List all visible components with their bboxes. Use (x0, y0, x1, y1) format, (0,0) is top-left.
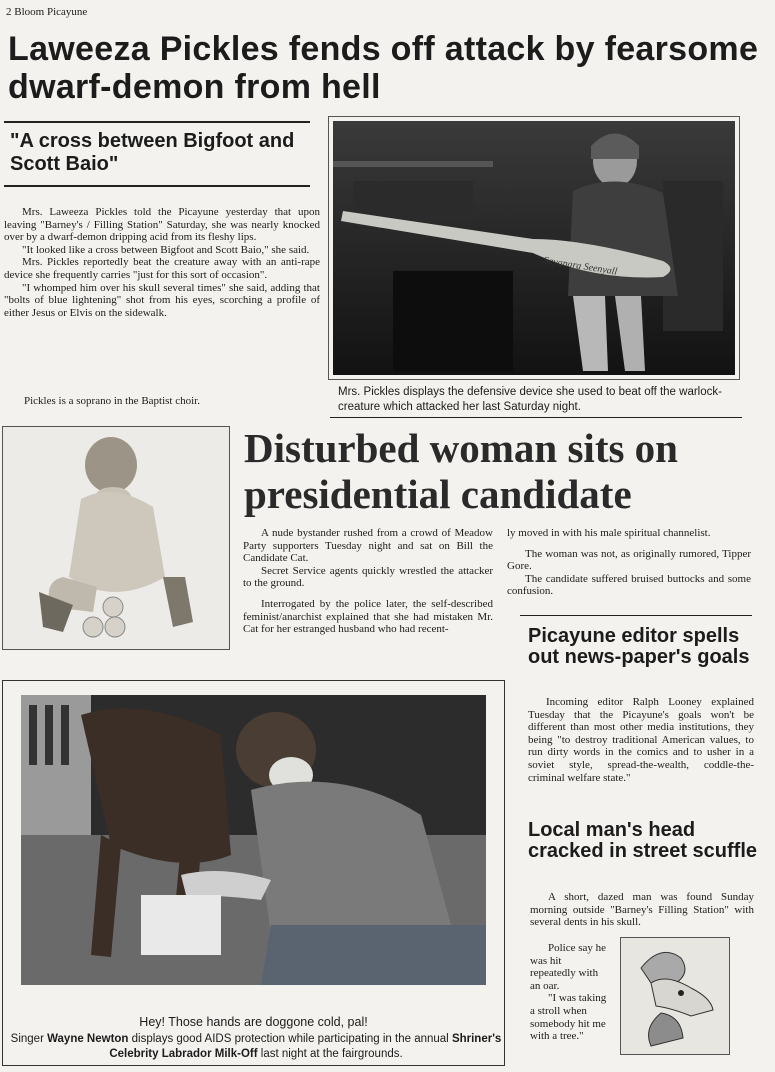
bottom-caption-event: Shriner's Celebrity Labrador Milk-Off (109, 1033, 502, 1060)
lead-photo (333, 121, 735, 375)
deck-top-rule (4, 121, 310, 123)
lead-photo-frame (328, 116, 740, 380)
second-col1-paragraph-2: Secret Service agents quickly wrestled the attacker to the ground. (243, 564, 493, 590)
bottom-caption (9, 1032, 503, 1062)
bottom-photo (21, 695, 486, 985)
lead-paragraph-1: Mrs. Laweeza Pickles told the Picayune yesterday that upon leaving "Barney's / Filling Station" Saturday, she was nearly knocked over by a dwarf-demon dripping acid from its fleshy lips. (4, 206, 320, 244)
head-narrow-paragraph-1: Police say he was hit repeatedly with an oar. (530, 942, 607, 992)
second-col-2 (507, 527, 751, 598)
paddle-inscription: Sayanara Seenyall (542, 255, 619, 278)
bottom-photo-frame (2, 680, 505, 1066)
second-col2-paragraph-3: The candidate suffered bruised buttocks and some confusion. (507, 572, 751, 598)
bottom-caption-part-1: Singer (10, 1033, 48, 1045)
deck-bottom-rule (4, 185, 310, 187)
baby-photo-illustration (3, 427, 229, 649)
editor-body (528, 696, 754, 784)
lead-deck: "A cross between Bigfoot and Scott Baio" (10, 130, 295, 175)
caption-rule (330, 417, 742, 418)
editor-paragraph: Incoming editor Ralph Looney explained Tuesday that the Picayune's goals won't be different than most other media institutions, they being "to destroy traditional American values, to run dirty words in the comics and to usher in a soviet style, spread-the-wealth, coddle-the-criminal welfare state." (528, 696, 754, 784)
head-headline: Local man's head cracked in street scuffle (528, 819, 757, 862)
editor-headline: Picayune editor spells out news-paper's goals (528, 625, 750, 668)
second-col2-paragraph-2: The woman was not, as originally rumored, Tipper Gore. (507, 547, 751, 573)
bottom-caption-part-5: last night at the fairgrounds. (257, 1048, 403, 1060)
bottom-caption-part-3: displays good AIDS protection while participating in the annual (128, 1033, 452, 1045)
bottom-caption-title: Hey! Those hands are doggone cold, pal! (139, 1015, 368, 1029)
page-folio: 2 Bloom Picayune (6, 6, 88, 18)
lead-photo-illustration (333, 121, 735, 375)
lead-tagline: Pickles is a soprano in the Baptist choir. (24, 395, 200, 407)
lead-paragraph-2: "It looked like a cross between Bigfoot and Scott Baio," she said. (22, 243, 310, 256)
baby-photo-frame (2, 426, 230, 650)
editor-top-rule (520, 615, 752, 616)
head-lead-paragraph: A short, dazed man was found Sunday morning outside "Barney's Filling Station" with several dents in his skull. (530, 891, 754, 929)
second-col-1 (243, 527, 493, 636)
second-col1-paragraph-1: A nude bystander rushed from a crowd of Meadow Party supporters Tuesday night and sat on Bill the Candidate Cat. (243, 527, 493, 565)
lead-headline: Laweeza Pickles fends off attack by fearsome dwarf-demon from hell (8, 30, 759, 106)
lead-body (4, 206, 320, 319)
lead-paragraph-4: "I whomped him over his skull several times" she said, adding that "bolts of blue lightening" shot from his eyes, scorching a profile of either Jesus or Elvis on the sidewalk. (4, 281, 320, 319)
head-narrow-col (530, 942, 610, 1043)
second-headline: Disturbed woman sits on presidential candidate (244, 425, 678, 517)
lead-paragraph-3: Mrs. Pickles reportedly beat the creature away with an anti-rape device she frequently carries "just for this sort of occasion". (4, 256, 320, 281)
head-narrow-paragraph-2: "I was taking a stroll when somebody hit me with a tree." (530, 992, 607, 1043)
cartoon-frame (620, 937, 730, 1055)
head-lead (530, 891, 754, 929)
cartoon-illustration (621, 938, 729, 1054)
lead-photo-caption: Mrs. Pickles displays the defensive device she used to beat off the warlock-creature which attacked her last Saturday night. (338, 386, 722, 413)
bottom-caption-name: Wayne Newton (47, 1033, 129, 1045)
second-col2-paragraph-1: ly moved in with his male spiritual channelist. (507, 527, 711, 539)
second-col1-paragraph-3: Interrogated by the police later, the self-described feminist/anarchist explained that she had mistaken Mr. Cat for her estranged husband who had recent- (243, 597, 493, 636)
bottom-photo-illustration (21, 695, 486, 985)
